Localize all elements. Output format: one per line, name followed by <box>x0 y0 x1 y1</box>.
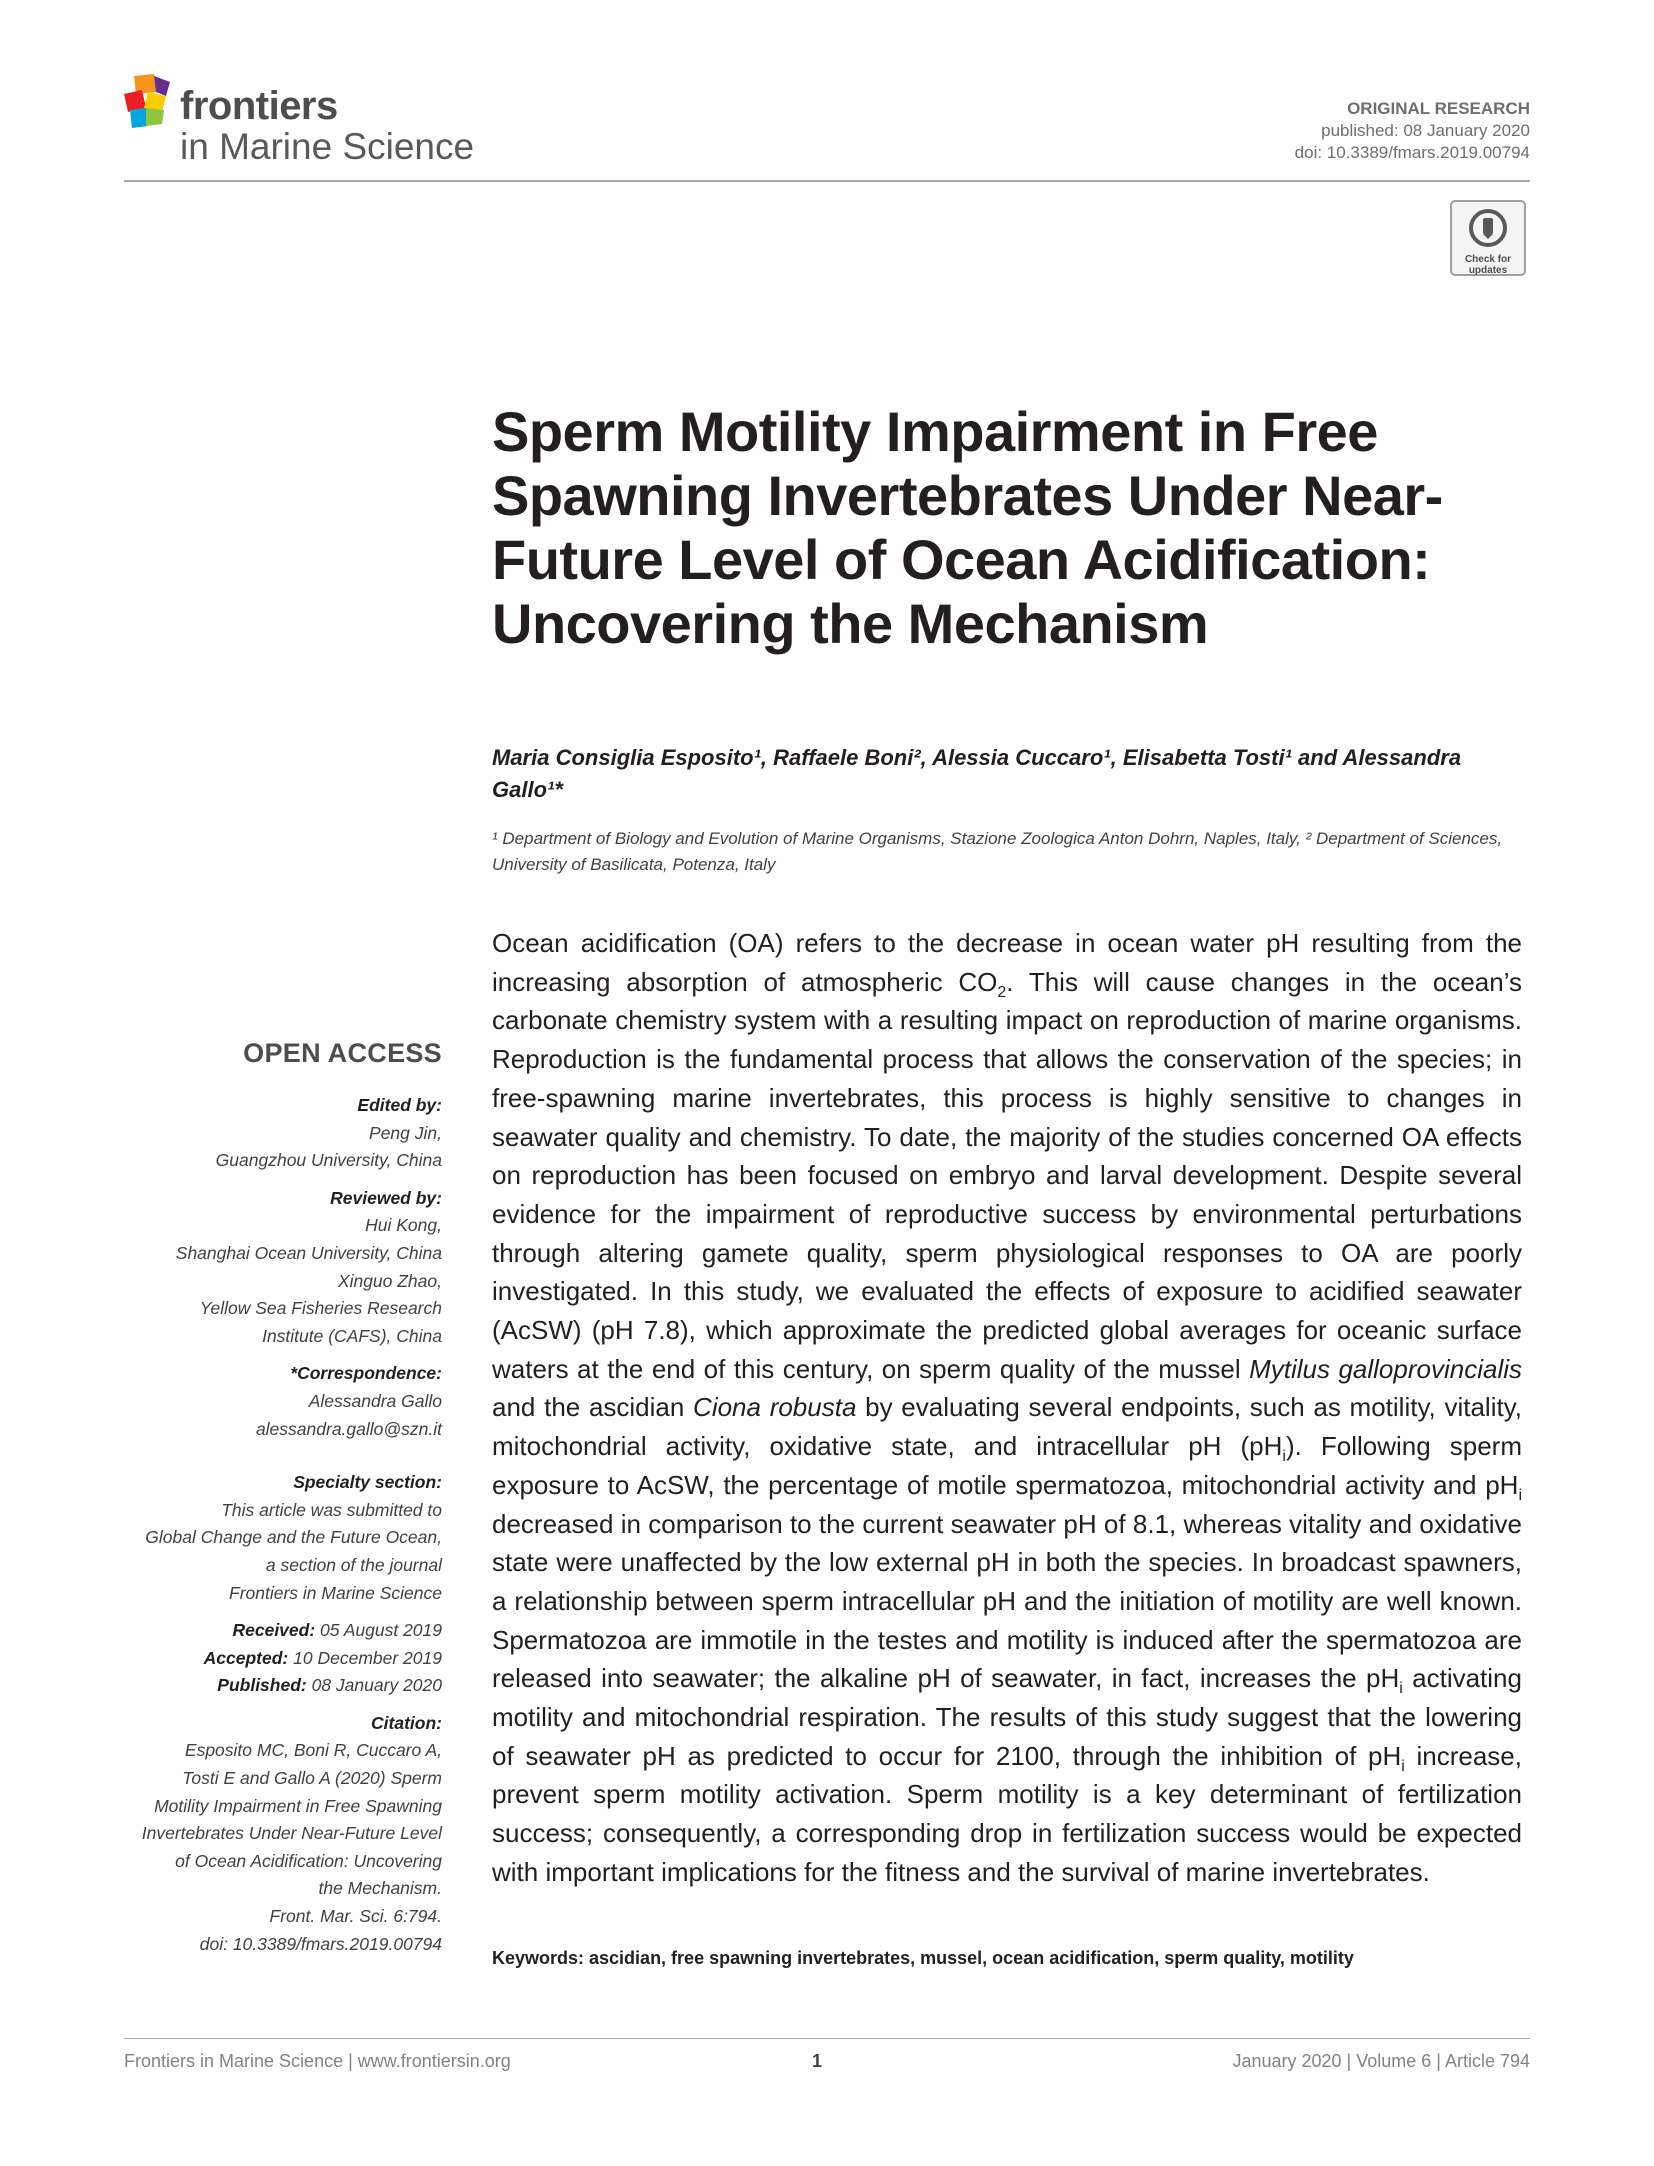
species-name: Ciona robusta <box>693 1392 857 1423</box>
reviewer-affiliation: Shanghai Ocean University, China <box>175 1242 442 1263</box>
abstract-part: increase, prevent sperm motility activation. Sperm motility is a key determinant of fertilization success; consequently, a corresponding drop in fertilization success would be expected with important implications for the fitness and the survival of marine invertebrates. <box>492 1740 1522 1887</box>
citation-line: Invertebrates Under Near-Future Level <box>141 1823 442 1844</box>
specialty-line: This article was submitted to <box>221 1499 442 1520</box>
phi-subscript: i <box>1282 1448 1286 1466</box>
correspondence-email[interactable]: alessandra.gallo@szn.it <box>255 1418 442 1439</box>
citation-line: Motility Impairment in Free Spawning <box>154 1795 442 1816</box>
co2-subscript: 2 <box>997 983 1007 1001</box>
journal-name: in Marine Science <box>180 126 475 167</box>
header-divider <box>124 180 1530 182</box>
published-date: published: 08 January 2020 <box>1321 121 1530 140</box>
abstract-part: activating motility and mitochondrial respiration. The results of this study suggest that the lowering of seawater pH as predicted to occur for 2100, through the inhibition of pH <box>492 1663 1522 1771</box>
keywords: Keywords: ascidian, free spawning invertebrates, mussel, ocean acidification, sperm quality, motility <box>492 1948 1354 1968</box>
affiliations: ¹ Department of Biology and Evolution of Marine Organisms, Stazione Zoologica Anton Dohrn, Naples, Italy, ² Department of Sciences, University of Basilicata, Potenza, Italy <box>492 829 1503 874</box>
check-updates-line2: updates <box>1468 265 1508 276</box>
frontiers-wordmark: frontiers <box>180 84 338 128</box>
reviewer-name: Hui Kong, <box>365 1215 442 1236</box>
logo-square-blue <box>130 108 148 128</box>
specialty-section-label: Specialty section: <box>293 1472 442 1493</box>
abstract-part: ). Following sperm exposure to AcSW, the percentage of motile spermatozoa, mitochondrial activity and pH <box>492 1431 1522 1500</box>
check-updates-line1: Check for <box>1464 254 1512 265</box>
logo-square-purple <box>154 76 170 96</box>
edited-by-label: Edited by: <box>357 1095 442 1115</box>
received-row <box>118 1617 442 1645</box>
reviewer-name: Xinguo Zhao, <box>337 1270 442 1291</box>
abstract-part: . This will cause changes in the ocean’s carbonate chemistry system with a resulting impact on reproduction of marine organisms. Reproduction is the fundamental process that allows the conservation of the species; in free-spawning marine invertebrates, this process is highly sensitive to changes in seawater quality and chemistry. To date, the majority of the studies concerned OA effects on reproduction has been focused on embryo and larval development. Despite several evidence for the impairment of reproductive success by environmental perturbations through altering gamete quality, sperm physiological responses to OA are poorly investigated. In this study, we evaluated the effects of exposure to acidified seawater (AcSW) (pH 7.8), which approximate the predicted global averages for oceanic surface waters at the end of this century, on sperm quality of the mussel <box>492 966 1523 1384</box>
abstract-part: decreased in comparison to the current seawater pH of 8.1, whereas vitality and oxidative state were unaffected by the low external pH in both the species. In broadcast spawners, a relationship between sperm intracellular pH and the initiation of motility are well known. Spermatozoa are immotile in the testes and motility is induced after the spermatozoa are released into seawater; the alkaline pH of seawater, in fact, increases the pH <box>492 1508 1522 1694</box>
footer-divider <box>124 2038 1530 2039</box>
abstract-part: and the ascidian <box>492 1392 694 1423</box>
article-title: Sperm Motility Impairment in Free Spawning Invertebrates Under Near-Future Level of Ocean Acidification: Uncovering the Mechanism <box>492 400 1443 655</box>
abstract <box>492 924 1522 1892</box>
published-date-side: 08 January 2020 <box>311 1675 442 1696</box>
footer-journal-link[interactable]: Frontiers in Marine Science | www.frontiersin.org <box>124 2051 511 2071</box>
editor-name: Peng Jin, <box>369 1122 442 1143</box>
phi-subscript: i <box>1399 1680 1403 1698</box>
phi-subscript: i <box>1401 1757 1405 1775</box>
published-label: Published: <box>217 1675 307 1696</box>
logo-square-orange <box>134 74 156 94</box>
article-doi[interactable]: doi: 10.3389/fmars.2019.00794 <box>1294 143 1530 162</box>
published-row <box>118 1672 442 1700</box>
received-date: 05 August 2019 <box>320 1620 442 1641</box>
correspondence-label: *Correspondence: <box>290 1363 442 1384</box>
accepted-date: 10 December 2019 <box>293 1647 442 1668</box>
species-name: Mytilus galloprovincialis <box>1249 1353 1522 1384</box>
specialty-line: a section of the journal <box>265 1554 442 1575</box>
accepted-row <box>118 1645 442 1673</box>
reviewer-affiliation: Yellow Sea Fisheries Research <box>199 1298 442 1319</box>
page-number: 1 <box>812 2051 823 2071</box>
journal-logo[interactable] <box>124 66 504 176</box>
abstract-part: by evaluating several endpoints, such as motility, vitality, mitochondrial activity, oxidative state, and intracellular pH (pH <box>492 1392 1522 1462</box>
abstract-part: Ocean acidification (OA) refers to the decrease in ocean water pH resulting from the increasing absorption of atmospheric CO <box>492 928 1522 997</box>
citation-line: Esposito MC, Boni R, Cuccaro A, <box>184 1740 442 1761</box>
citation-label: Citation: <box>371 1712 442 1733</box>
author-list: Maria Consiglia Esposito¹, Raffaele Boni², Alessia Cuccaro¹, Elisabetta Tosti¹ and Alessandra Gallo¹* <box>492 745 1462 802</box>
article-meta <box>1295 98 1530 164</box>
specialty-line: Frontiers in Marine Science <box>229 1582 442 1603</box>
crossmark-icon <box>1468 208 1508 248</box>
citation-line: of Ocean Acidification: Uncovering <box>175 1850 442 1871</box>
logo-square-green <box>146 108 164 126</box>
citation-line: Tosti E and Gallo A (2020) Sperm <box>182 1768 442 1789</box>
frontiers-logo-icon <box>124 74 176 130</box>
citation-line: Front. Mar. Sci. 6:794. <box>269 1906 442 1927</box>
accepted-label: Accepted: <box>203 1647 289 1668</box>
reviewer-affiliation: Institute (CAFS), China <box>262 1325 442 1346</box>
correspondence-name: Alessandra Gallo <box>308 1390 442 1411</box>
open-access-label: OPEN ACCESS <box>243 1038 442 1068</box>
specialty-line: Global Change and the Future Ocean, <box>145 1527 442 1548</box>
check-for-updates-badge[interactable] <box>1450 200 1526 276</box>
editor-affiliation: Guangzhou University, China <box>215 1150 442 1171</box>
citation-line: the Mechanism. <box>318 1878 442 1899</box>
phi-subscript: i <box>1518 1487 1522 1505</box>
article-sidebar <box>118 1036 442 1958</box>
received-label: Received: <box>232 1620 316 1641</box>
footer-volume-info: January 2020 | Volume 6 | Article 794 <box>1232 2051 1530 2071</box>
article-type: ORIGINAL RESEARCH <box>1347 99 1530 118</box>
reviewed-by-label: Reviewed by: <box>330 1187 442 1208</box>
citation-doi[interactable]: doi: 10.3389/fmars.2019.00794 <box>199 1933 442 1954</box>
